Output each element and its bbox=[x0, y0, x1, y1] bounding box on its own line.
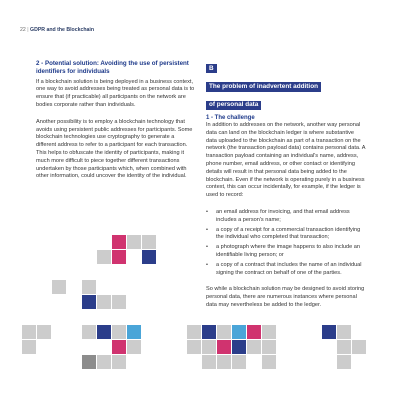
list-item bbox=[206, 209, 366, 225]
mosaic-square bbox=[82, 325, 96, 339]
mosaic-square bbox=[202, 355, 216, 369]
mosaic-square bbox=[202, 325, 216, 339]
mosaic-square bbox=[127, 340, 141, 354]
mosaic-square bbox=[247, 340, 261, 354]
mosaic-square bbox=[37, 325, 51, 339]
closing-paragraph: So while a blockchain solution may be designed to avoid storing personal data, there are numerous instances where personal data may nevertheless be added to the ledger. bbox=[206, 286, 365, 308]
mosaic-square bbox=[142, 235, 156, 249]
section-title-line1: The problem of inadvertent addition bbox=[206, 82, 321, 92]
mosaic-square bbox=[232, 355, 246, 369]
mosaic-square bbox=[187, 340, 201, 354]
list-item-text: a photograph where the image happens to also include an identifiable living person; or bbox=[216, 244, 360, 258]
mosaic-square bbox=[82, 280, 96, 294]
mosaic-square bbox=[97, 355, 111, 369]
list-item-text: an email address for invoicing, and that email address includes a person's name; bbox=[216, 208, 350, 223]
mosaic-square bbox=[22, 340, 36, 354]
paragraph: Another possibility is to employ a blockchain technology that avoids using persistent public addresses for participants. Some blockchain technologies use cryptography to generate a different address to refer to a participant for each transaction. This helps to obfuscate the identity of participants, making it much more difficult to piece together different transactions undertaken by those participants which, when combined with other information, could uncover the identity of the individual. bbox=[36, 118, 193, 180]
left-column bbox=[36, 60, 196, 190]
mosaic-square bbox=[52, 280, 66, 294]
bullet-icon: • bbox=[206, 244, 208, 251]
mosaic-square bbox=[337, 340, 351, 354]
mosaic-square bbox=[82, 355, 96, 369]
list-item bbox=[206, 262, 366, 278]
mosaic-square bbox=[337, 355, 351, 369]
mosaic-square bbox=[232, 340, 246, 354]
right-column bbox=[206, 57, 366, 319]
mosaic-square bbox=[112, 355, 126, 369]
section-title-line2: of personal data bbox=[206, 101, 261, 110]
mosaic-square bbox=[127, 235, 141, 249]
mosaic-square bbox=[112, 235, 126, 249]
list-item bbox=[206, 227, 366, 243]
subheading: 1 - The challenge bbox=[206, 115, 255, 121]
section-label: B bbox=[206, 64, 217, 73]
mosaic-square bbox=[217, 340, 231, 354]
mosaic-square bbox=[337, 325, 351, 339]
mosaic-square bbox=[352, 340, 366, 354]
list-item-text: a copy of a receipt for a commercial transaction identifying the individual who completed that transaction; bbox=[216, 226, 361, 241]
bullet-icon: • bbox=[206, 208, 208, 215]
mosaic-square bbox=[127, 325, 141, 339]
mosaic-square bbox=[112, 295, 126, 309]
mosaic-square bbox=[82, 295, 96, 309]
mosaic-square bbox=[247, 325, 261, 339]
mosaic-square bbox=[217, 355, 231, 369]
bullet-icon: • bbox=[206, 226, 208, 233]
paragraph: If a blockchain solution is being deployed in a business context, one way to avoid addresses being treated as personal data is to ensure that (if practicable) all participants on the network are bodies corporate rather than individuals. bbox=[36, 78, 195, 108]
mosaic-square bbox=[322, 325, 336, 339]
section-heading: 2 - Potential solution: Avoiding the use of persistent identifiers for individuals bbox=[36, 60, 189, 75]
page-header bbox=[20, 27, 94, 33]
mosaic-square bbox=[202, 340, 216, 354]
mosaic-square bbox=[112, 325, 126, 339]
mosaic-square bbox=[112, 340, 126, 354]
page-number: 22 bbox=[20, 27, 26, 33]
mosaic-square bbox=[262, 355, 276, 369]
mosaic-square bbox=[22, 325, 36, 339]
list-item bbox=[206, 244, 366, 260]
document-title: GDPR and the Blockchain bbox=[30, 27, 95, 33]
mosaic-square bbox=[217, 325, 231, 339]
mosaic-square bbox=[187, 325, 201, 339]
mosaic-square bbox=[112, 250, 126, 264]
mosaic-square bbox=[142, 250, 156, 264]
bullet-icon: • bbox=[206, 261, 208, 268]
mosaic-square bbox=[262, 325, 276, 339]
mosaic-square bbox=[262, 340, 276, 354]
bullet-list bbox=[206, 209, 366, 277]
mosaic-square bbox=[97, 325, 111, 339]
mosaic-square bbox=[97, 295, 111, 309]
mosaic-square bbox=[232, 325, 246, 339]
mosaic-square bbox=[97, 250, 111, 264]
list-item-text: a copy of a contract that includes the name of an individual signing the contract on behalf of one of the parties. bbox=[216, 261, 362, 276]
intro-paragraph: In addition to addresses on the network, another way personal data can land on the blockchain ledger is where substantive data uploaded to the blockchain as part of a transaction on the network (the transaction payload data) contains personal data. A transaction payload containing an individual's name, address, phone number, email address, or other contact or identifying details will result in that personal data being added to the blockchain. Even if the network is operating purely in a business context, this can occur incidentally, for example, if the ledger is used to record: bbox=[206, 122, 366, 199]
header-separator: | bbox=[27, 27, 29, 33]
